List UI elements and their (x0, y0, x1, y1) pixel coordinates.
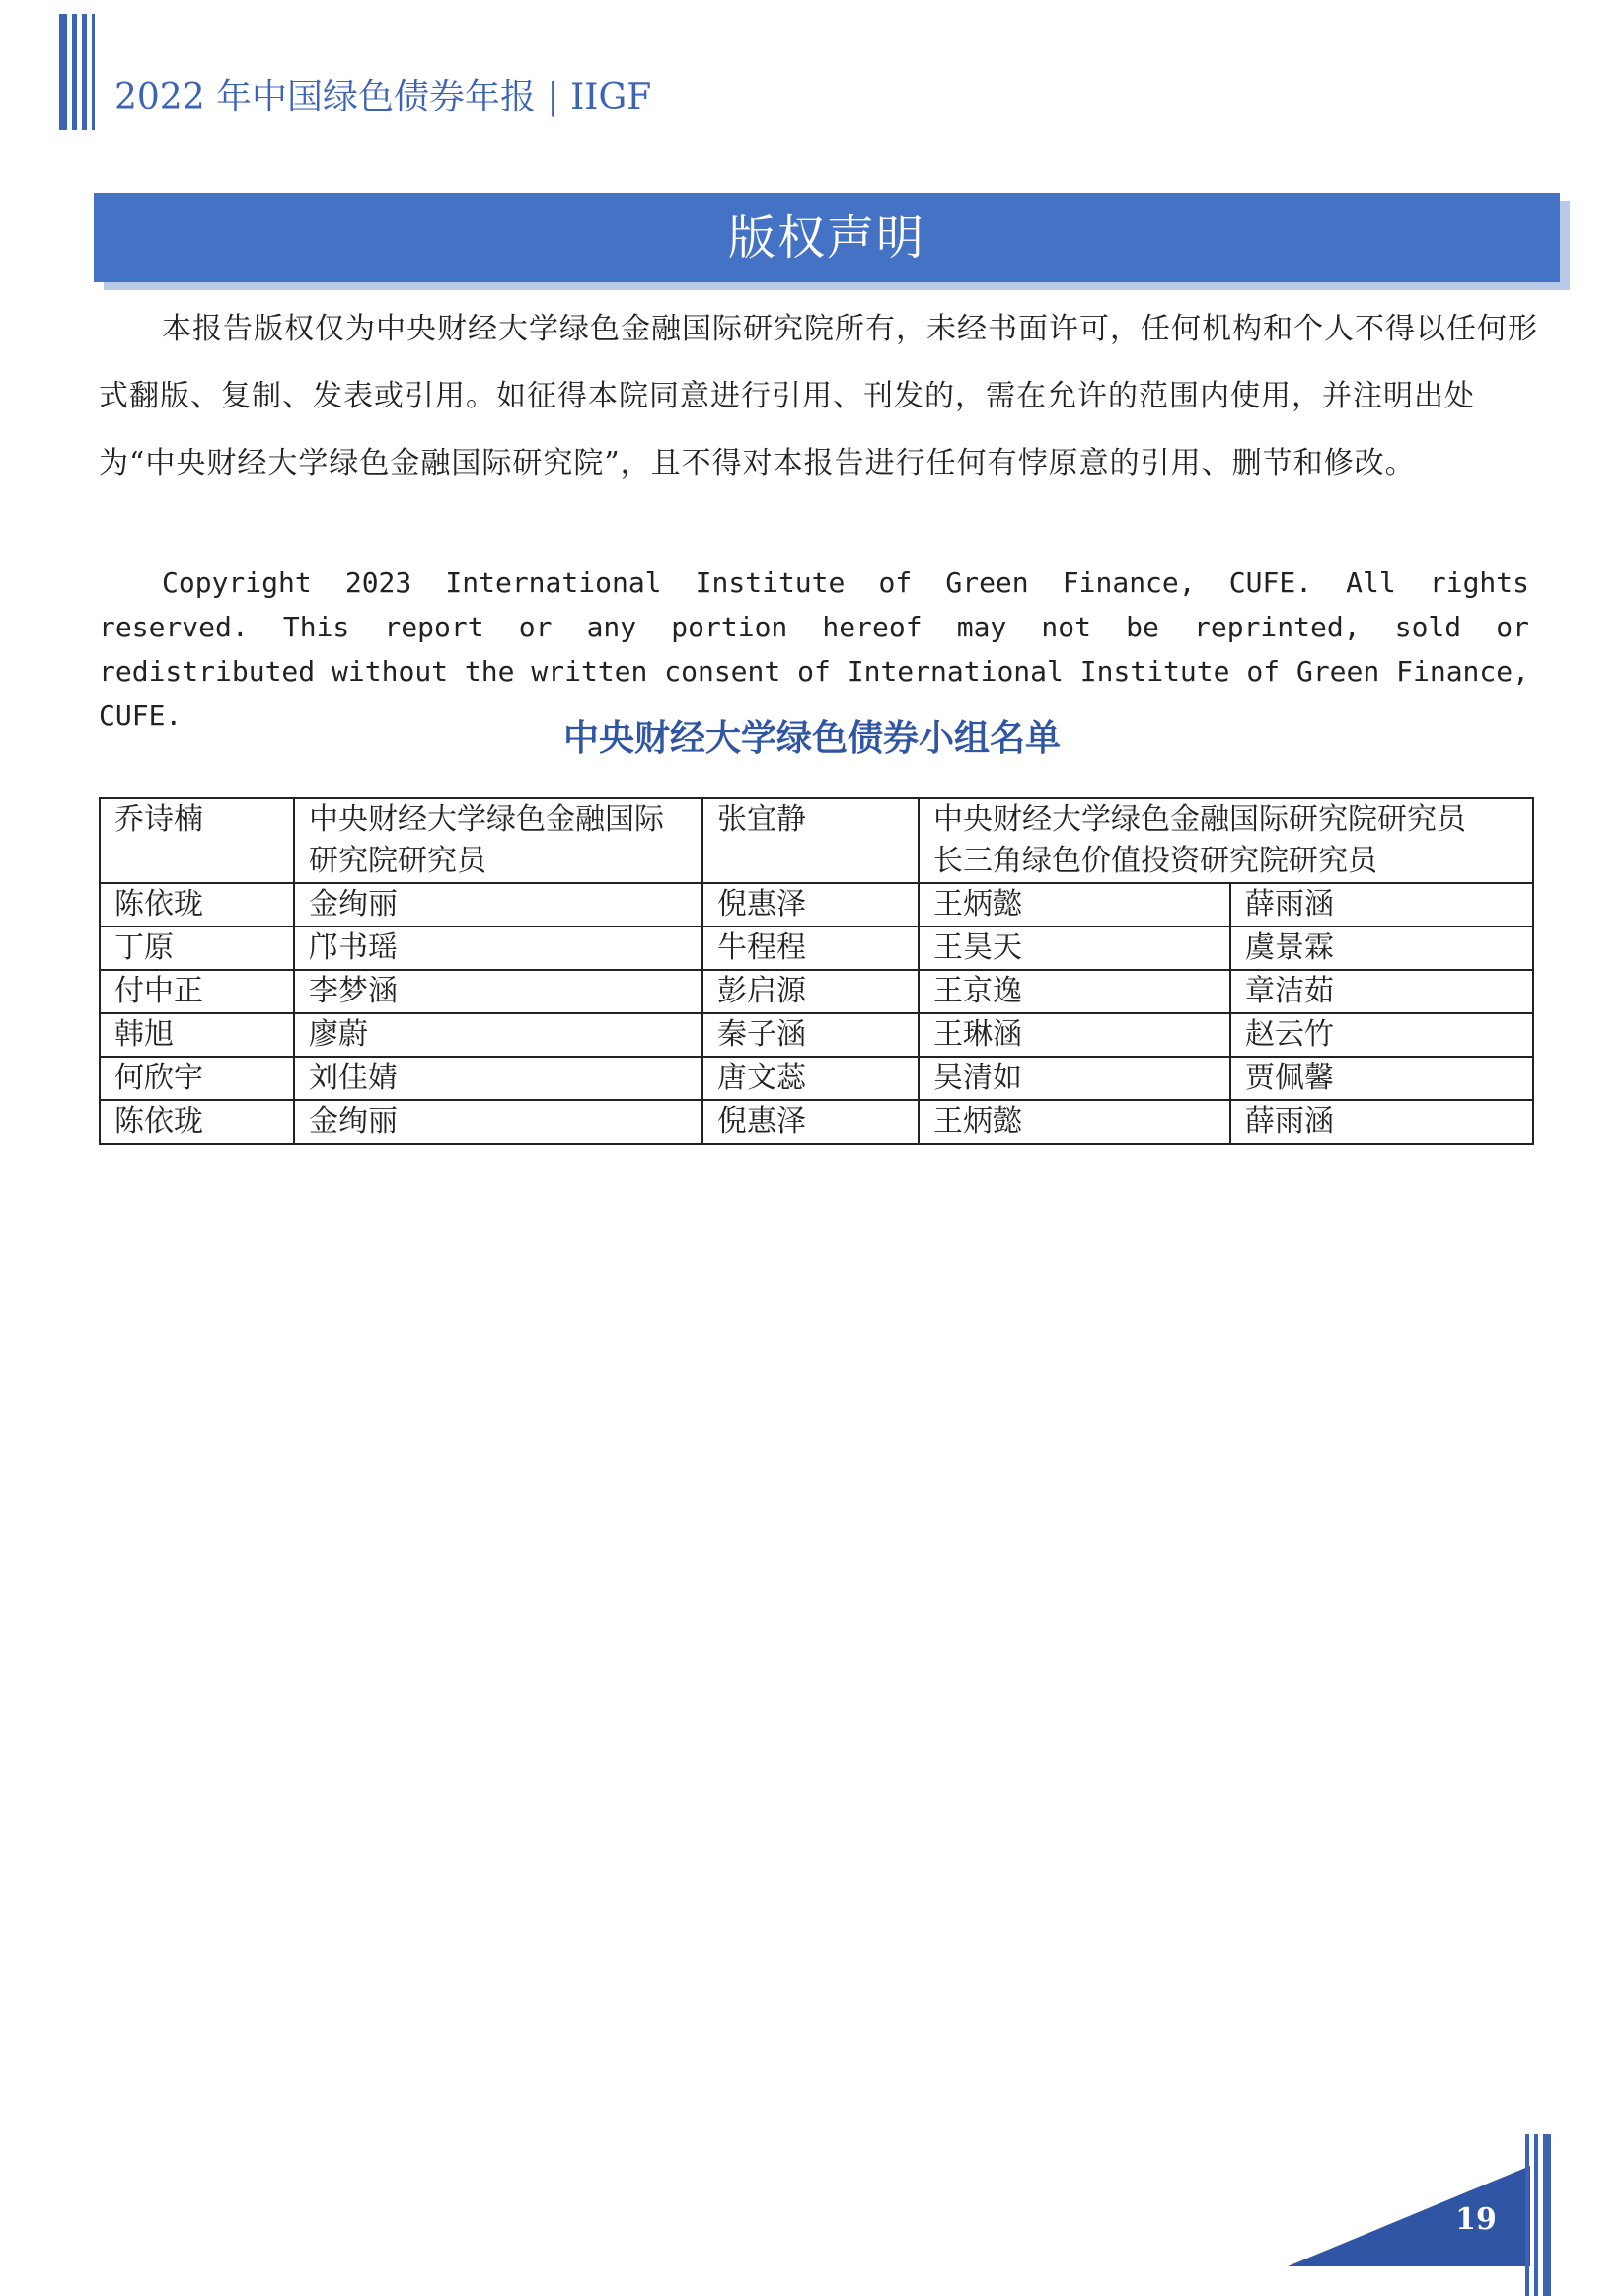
member-name: 王昊天 (919, 926, 1230, 970)
table-row (100, 798, 1533, 883)
member-name: 金绚丽 (294, 1100, 702, 1144)
copyright-text-english: Copyright 2023 International Institute of Green Finance, CUFE. All rights reserved. This report or any portion hereof may not be reprinted, sold or redistributed without the written consent of International Institute of Green Finance, CUFE. (99, 566, 1529, 732)
member-name: 王炳懿 (919, 883, 1230, 926)
member-name: 刘佳婧 (294, 1057, 702, 1100)
member-name: 倪惠泽 (702, 883, 919, 926)
member-name: 赵云竹 (1230, 1013, 1533, 1057)
member-name: 吴清如 (919, 1057, 1230, 1100)
page-number: 19 (1455, 2202, 1497, 2237)
table-row (100, 1013, 1533, 1057)
member-name: 薛雨涵 (1230, 1100, 1533, 1144)
table-row (100, 970, 1533, 1013)
member-name: 倪惠泽 (702, 1100, 919, 1144)
member-name: 乔诗楠 (100, 798, 294, 883)
member-name: 秦子涵 (702, 1013, 919, 1057)
table-row (100, 883, 1533, 926)
member-name: 唐文蕊 (702, 1057, 919, 1100)
member-name: 邝书瑶 (294, 926, 702, 970)
member-name: 王琳涵 (919, 1013, 1230, 1057)
member-name: 韩旭 (100, 1013, 294, 1057)
member-name: 彭启源 (702, 970, 919, 1013)
member-name: 虞景霖 (1230, 926, 1533, 970)
section-banner (94, 193, 1560, 282)
member-name: 何欣宇 (100, 1057, 294, 1100)
member-name: 王京逸 (919, 970, 1230, 1013)
member-name: 付中正 (100, 970, 294, 1013)
member-name: 薛雨涵 (1230, 883, 1533, 926)
team-roster-table (99, 797, 1534, 1145)
team-list-title: 中央财经大学绿色债券小组名单 (562, 718, 1061, 759)
member-role: 中央财经大学绿色金融国际研究院研究员 (294, 798, 702, 883)
member-name: 李梦涵 (294, 970, 702, 1013)
section-title: 版权声明 (727, 210, 925, 265)
member-name: 陈依珑 (100, 1100, 294, 1144)
member-name: 廖蔚 (294, 1013, 702, 1057)
member-role (919, 798, 1533, 883)
member-name: 章洁茹 (1230, 970, 1533, 1013)
member-name: 贾佩馨 (1230, 1057, 1533, 1100)
header-decoration-bars (59, 14, 99, 130)
member-name: 金绚丽 (294, 883, 702, 926)
report-header-title: 2022 年中国绿色债券年报 | IIGF (114, 77, 652, 117)
table-row (100, 926, 1533, 970)
member-role-line: 长三角绿色价值投资研究院研究员 (933, 844, 1377, 878)
member-name: 陈依珑 (100, 883, 294, 926)
member-name: 牛程程 (702, 926, 919, 970)
table-row (100, 1100, 1533, 1144)
footer-decoration-bars (1525, 2134, 1555, 2296)
copyright-text-chinese: 本报告版权仅为中央财经大学绿色金融国际研究院所有，未经书面许可，任何机构和个人不得以任何形式翻版、复制、发表或引用。如征得本院同意进行引用、刊发的，需在允许的范围内使用，并注明出处为“中央财经大学绿色金融国际研究院”，且不得对本报告进行任何有悖原意的引用、删节和修改。 (99, 312, 1538, 481)
table-row (100, 1057, 1533, 1100)
member-role-line: 中央财经大学绿色金融国际研究院研究员 (933, 802, 1466, 837)
member-name: 丁原 (100, 926, 294, 970)
member-name: 王炳懿 (919, 1100, 1230, 1144)
member-name: 张宜静 (702, 798, 919, 883)
